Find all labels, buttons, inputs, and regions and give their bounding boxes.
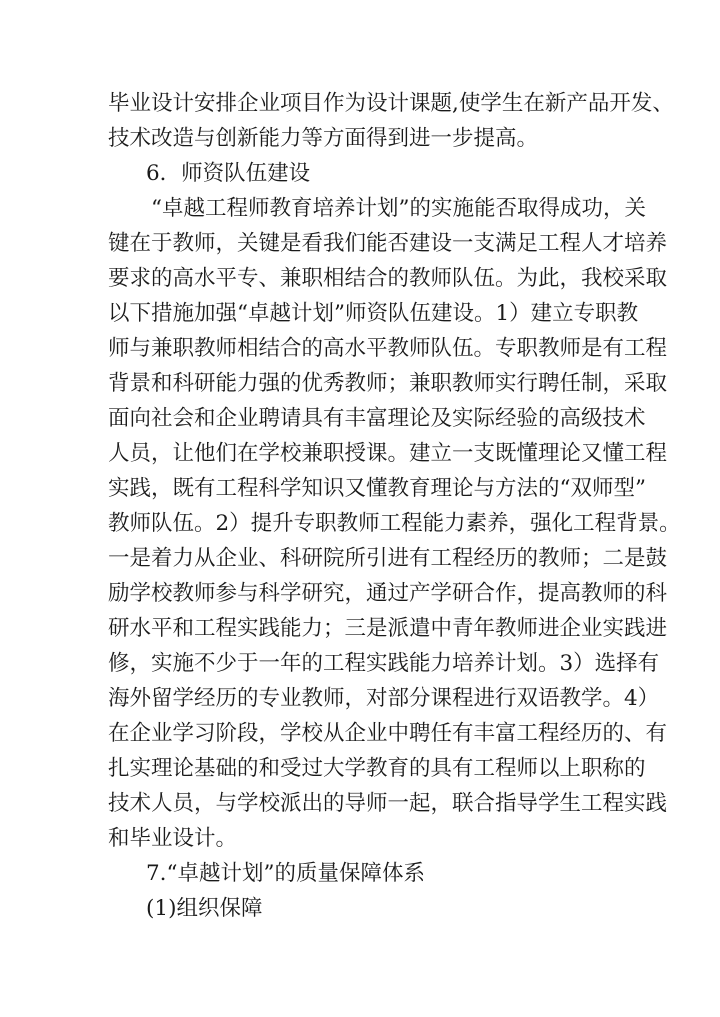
body-line: 海外留学经历的专业教师，对部分课程进行双语教学。4）	[108, 686, 660, 711]
body-line: 面向社会和企业聘请具有丰富理论及实际经验的高级技术	[108, 406, 646, 431]
body-line: 毕业设计安排企业项目作为设计课题,使学生在新产品开发、	[108, 91, 674, 116]
body-line: “卓越工程师教育培养计划”的实施能否取得成功，关	[151, 196, 646, 221]
body-line: 在企业学习阶段，学校从企业中聘任有丰富工程经历的、有	[108, 721, 668, 746]
body-line: 键在于教师，关键是看我们能否建设一支满足工程人才培养	[108, 231, 668, 256]
body-line: 技术改造与创新能力等方面得到进一步提高。	[108, 126, 539, 151]
body-line: 励学校教师参与科学研究，通过产学研合作，提高教师的科	[108, 581, 668, 606]
body-line: 和毕业设计。	[108, 826, 238, 851]
body-line: 一是着力从企业、科研院所引进有工程经历的教师；二是鼓	[108, 546, 668, 571]
section-heading-quality-assurance: 7.“卓越计划”的质量保障体系	[146, 861, 425, 886]
body-line: 修，实施不少于一年的工程实践能力培养计划。3）选择有	[108, 651, 660, 676]
body-line: 实践，既有工程科学知识又懂教育理论与方法的“双师型”	[108, 476, 646, 501]
body-line: 教师队伍。2）提升专职教师工程能力素养，强化工程背景。	[108, 511, 681, 536]
body-line: 人员，让他们在学校兼职授课。建立一支既懂理论又懂工程	[108, 441, 668, 466]
subsection-heading-organization: (1)组织保障	[146, 896, 263, 921]
body-line: 要求的高水平专、兼职相结合的教师队伍。为此，我校采取	[108, 266, 668, 291]
body-line: 背景和科研能力强的优秀教师；兼职教师实行聘任制，采取	[108, 371, 668, 396]
body-line: 以下措施加强“卓越计划”师资队伍建设。1）建立专职教	[108, 301, 639, 326]
body-line: 扎实理论基础的和受过大学教育的具有工程师以上职称的	[108, 756, 646, 781]
section-heading-faculty: 6．师资队伍建设	[146, 161, 311, 186]
body-line: 技术人员，与学校派出的导师一起，联合指导学生工程实践	[108, 791, 668, 816]
body-line: 师与兼职教师相结合的高水平教师队伍。专职教师是有工程	[108, 336, 668, 361]
body-line: 研水平和工程实践能力；三是派遣中青年教师进企业实践进	[108, 616, 668, 641]
